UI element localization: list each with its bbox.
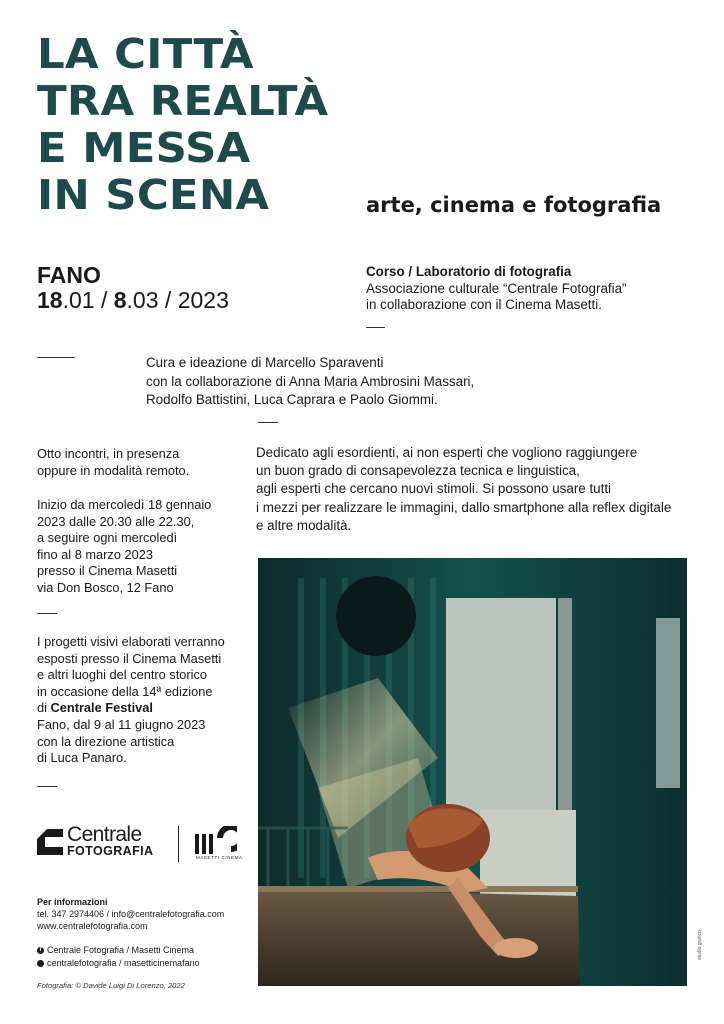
social-links	[37, 944, 200, 970]
title-line-2: TRA REALTÀ	[37, 77, 329, 125]
course-line: in collaborazione con il Cinema Masetti.	[366, 297, 602, 312]
instagram-icon	[37, 960, 44, 967]
subtitle: arte, cinema e fotografia	[366, 193, 662, 217]
divider	[258, 422, 278, 423]
facebook-icon: f	[37, 947, 44, 954]
intro-line: e altre modalità.	[256, 517, 352, 533]
schedule-line: 2023 dalle 20.30 alle 22.30,	[37, 513, 195, 529]
schedule-line: fino al 8 marzo 2023	[37, 546, 153, 562]
title-line-4: IN SCENA	[37, 171, 270, 219]
photo-illustration	[258, 558, 687, 986]
end-day: 8	[113, 287, 127, 313]
meetings-line: oppure in modalità remoto.	[37, 462, 190, 478]
contact-info	[37, 896, 224, 932]
title-line-3: E MESSA	[37, 124, 251, 172]
intro-line: i mezzi per realizzare le immagini, dallo smartphone alla reflex digitale	[256, 499, 672, 515]
meetings-info	[37, 446, 252, 479]
contact-phone-email: tel. 347 2974406 / info@centralefotografia.com	[37, 909, 225, 919]
facebook-row	[37, 944, 200, 957]
divider	[37, 357, 75, 358]
start-rest: .01 /	[62, 287, 114, 313]
fotografia-logo-text: FOTOGRAFIA	[67, 844, 154, 858]
contact-heading: Per informazioni	[37, 897, 108, 907]
instagram-text: centralefotografia / masetticinemafano	[47, 958, 200, 968]
schedule-line: Inizio da mercoledì 18 gennaio	[37, 497, 212, 512]
centrale-fotografia-logo-icon	[37, 829, 63, 855]
projects-line: e altri luoghi del centro storico	[37, 667, 208, 683]
facebook-text: Centrale Fotografia / Masetti Cinema	[47, 945, 195, 955]
curated-by	[146, 354, 474, 410]
instagram-row	[37, 957, 200, 970]
start-day: 18	[37, 287, 63, 313]
projects-line	[37, 700, 252, 717]
curated-line: Cura e ideazione di Marcello Sparaventi	[146, 355, 384, 370]
schedule-info	[37, 497, 252, 597]
course-info	[366, 264, 627, 314]
intro-line: Dedicato agli esordienti, ai non esperti che vogliono raggiungere	[256, 445, 638, 460]
divider	[37, 613, 57, 614]
curated-line: Rodolfo Battistini, Luca Caprara e Paolo Giommi.	[146, 392, 438, 407]
curated-line: con la collaborazione di Anna Maria Ambrosini Massari,	[146, 373, 475, 389]
projects-line: esposti presso il Cinema Masetti	[37, 650, 222, 666]
divider	[37, 786, 57, 787]
masetti-logo-label: MASETTI CINEMA	[196, 855, 243, 860]
projects-line: I progetti visivi elaborati verranno	[37, 634, 225, 649]
projects-line: Fano, dal 9 al 11 giugno 2023	[37, 716, 206, 732]
poster-photo	[258, 558, 687, 986]
meetings-line: Otto incontri, in presenza	[37, 446, 180, 461]
intro-line: un buon grado di consapevolezza tecnica e linguistica,	[256, 463, 580, 479]
course-line: Associazione culturale “Centrale Fotografia”	[366, 280, 627, 296]
logo-divider	[178, 826, 179, 862]
projects-info	[37, 634, 252, 767]
schedule-line: via Don Bosco, 12 Fano	[37, 579, 174, 595]
course-heading: Corso / Laboratorio di fotografia	[366, 264, 572, 279]
logos	[37, 822, 247, 866]
centrale-logo-text: Centrale	[67, 823, 142, 846]
divider	[366, 327, 385, 328]
intro-line: agli esperti che cercano nuovi stimoli. Si possono usare tutti	[256, 481, 612, 497]
title-line-1: LA CITTÀ	[37, 30, 254, 78]
intro-text	[256, 444, 671, 535]
festival-prefix: di	[37, 700, 51, 716]
photo-credit: Fotografia: © Davide Luigi Di Lorenzo, 2022	[37, 981, 185, 990]
projects-line: con la direzione artistica	[37, 733, 175, 749]
event-dates	[37, 287, 229, 314]
festival-name: Centrale Festival	[50, 700, 153, 716]
schedule-line: a seguire ogni mercoledì	[37, 530, 178, 546]
projects-line: in occasione della 14ª edizione	[37, 683, 213, 699]
end-rest: .03 / 2023	[126, 287, 229, 313]
event-city: FANO	[37, 262, 101, 288]
schedule-line: presso il Cinema Masetti	[37, 563, 178, 579]
masetti-cinema-logo-icon	[195, 826, 237, 854]
projects-line: di Luca Panaro.	[37, 750, 127, 766]
vertical-credit: studio grafico	[697, 930, 703, 960]
contact-website: www.centralefotografia.com	[37, 921, 148, 931]
